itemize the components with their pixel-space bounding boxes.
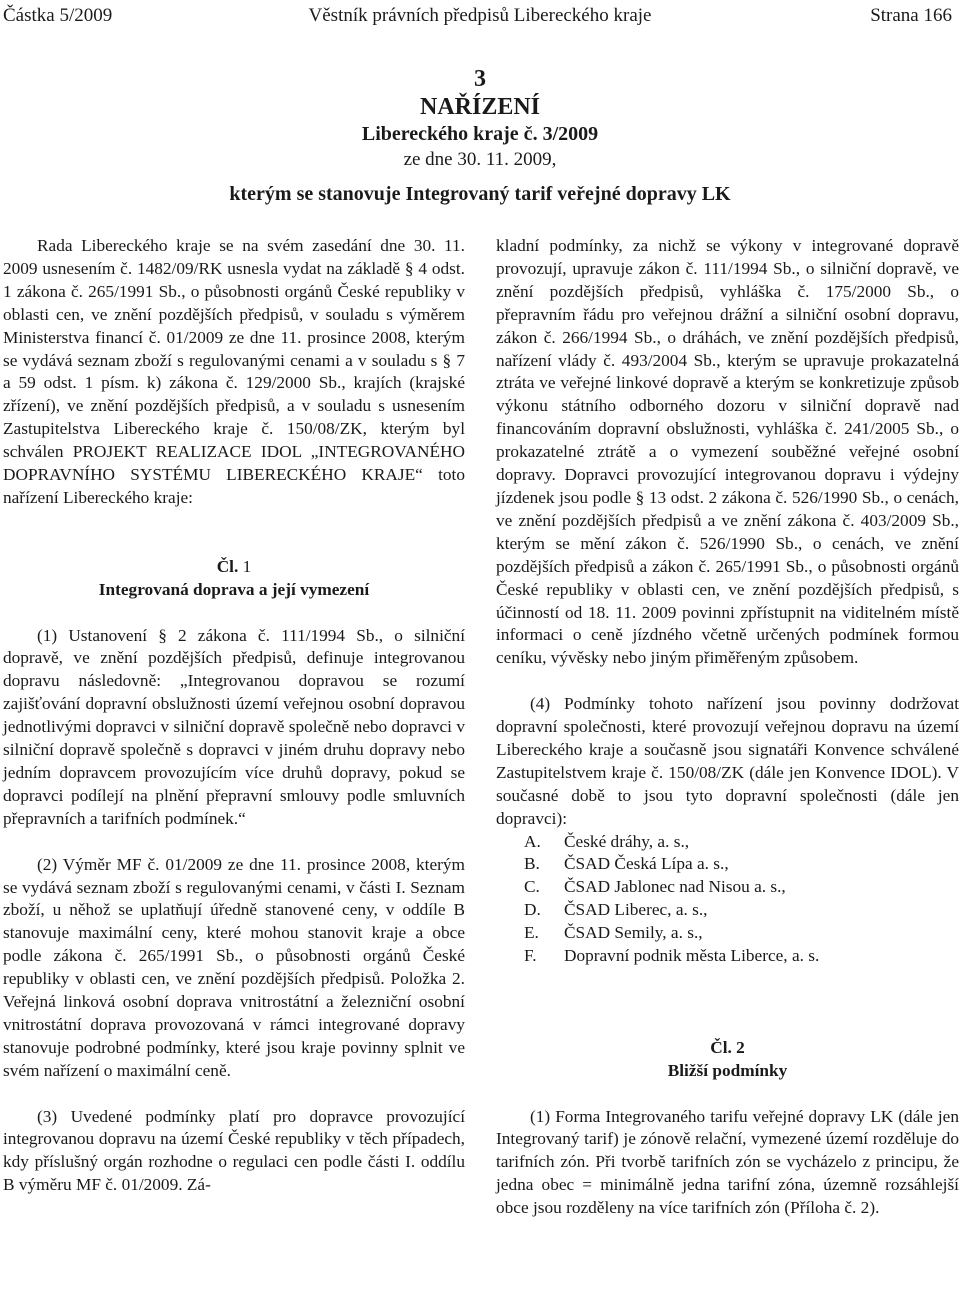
regulation-number: 3	[474, 66, 486, 92]
preamble-paragraph: Rada Libereckého kraje se na svém zasedání dne 30. 11. 2009 usnesením č. 1482/09/RK usnesla vydat na základě § 4 odst. 1 zákona č. 265/1991 Sb., o působnosti orgánů České republiky v oblasti cen, ve znění pozdějších předpisů, v souladu s výměrem Ministerstva financí č. 01/2009 ze dne 11. prosince 2008, kterým se vydává seznam zboží s regulovanými cenami a v souladu s § 7 a 59 odst. 1 písm. k) zákona č. 129/2000 Sb., krajích (krajské zřízení), ve znění pozdějších předpisů, a v souladu s usnesením Zastupitelstva Libereckého kraje č. 150/08/ZK, kterým byl schválen PROJEKT REALIZACE IDOL „INTEGROVANÉHO DOPRAVNÍHO SYSTÉMU LIBERECKÉHO KRAJE“ toto nařízení Libereckého kraje:	[3, 236, 465, 507]
list-item-name: ČSAD Jablonec nad Nisou a. s.,	[564, 877, 786, 897]
page-number: Strana 166	[870, 5, 952, 26]
list-item-name: ČSAD Liberec, a. s.,	[564, 900, 708, 920]
list-item-letter: A.	[524, 831, 541, 851]
list-item	[496, 945, 959, 968]
issue-number: Částka 5/2009	[3, 5, 113, 26]
list-item-name: Dopravní podnik města Liberce, a. s.	[564, 946, 820, 966]
list-item-letter: D.	[524, 900, 541, 920]
article-1-title: Integrovaná doprava a její vymezení	[98, 579, 370, 599]
list-item	[496, 876, 959, 899]
article-1-paragraph-3: (3) Uvedené podmínky platí pro dopravce provozující integrovanou dopravu na území České republiky v těch případech, kdy příslušný orgán rozhodne o regulaci cen podle části I. oddílu B výměru MF č. 01/2009. Zá-	[3, 1106, 465, 1195]
list-item-name: ČSAD Česká Lípa a. s.,	[564, 854, 729, 874]
left-column	[3, 235, 465, 1197]
article-1-paragraph-3-continued: kladní podmínky, za nichž se výkony v integrované dopravě provozují, upravuje zákon č. 111/1994 Sb., o silniční dopravě, ve znění pozdějších předpisů, vyhláška č. 175/2000 Sb., o přepravním řádu pro veřejnou drážní a silniční osobní dopravu, zákon č. 266/1994 Sb., o dráhách, ve znění pozdějších předpisů, nařízení vlády č. 493/2004 Sb., kterým se upravuje prokazatelná ztráta ve veřejné linkové dopravě a kterým se konkretizuje způsob výkonu státního odborného dozoru v silniční dopravě nad financováním dopravní obslužnosti, vyhláška č. 241/2005 Sb., o prokazatelné ztrátě a o vymezení souběžné veřejné osobní dopravy. Dopravci provozující integrovanou dopravu i výdejny jízdenek jsou podle § 13 odst. 2 zákona č. 526/1990 Sb., o cenách, ve znění pozdějších předpisů a ve znění zákona č. 403/2009 Sb., kterým se mění zákon č. 526/1990 Sb., o cenách, ve znění pozdějších předpisů a zákon č. 265/1991 Sb., o působnosti orgánů České republiky v oblasti cen, ve znění pozdějších předpisů, s účinností od 18. 11. 2009 povinni zpřístupnit na viditelném místě informaci o ceně jízdného včetně určených podmínek formou ceníku, vývěsky nebo jiným přiměřeným způsobem.	[496, 236, 959, 668]
list-item-letter: B.	[524, 854, 540, 874]
article-2-paragraph-1: (1) Forma Integrovaného tarifu veřejné dopravy LK (dále jen Integrovaný tarif) je zónově relační, vymezené území rozděluje do tarifních zón. Při tvorbě tarifních zón se vycházelo z principu, že jedna obec = minimálně jedna tarifní zóna, územně rozsáhlejší obce jsou rozděleny na více tarifních zón (Příloha č. 2).	[496, 1106, 959, 1218]
article-2-label: Čl. 2	[710, 1037, 745, 1057]
list-item	[496, 922, 959, 945]
regulation-title	[0, 66, 960, 207]
article-1-paragraph-4: (4) Podmínky tohoto nařízení jsou povinny dodržovat dopravní společnosti, které provozují veřejnou dopravu na území Libereckého kraje a současně jsou signatáři Konvence schválené Zastupitelstvem kraje č. 150/08/ZK (dále jen Konvence IDOL). V současné době to jsou tyto dopravní společnosti (dále jen dopravci):	[496, 694, 959, 828]
list-item	[496, 831, 959, 854]
regulation-kind: NAŘÍZENÍ	[419, 94, 541, 120]
carrier-list	[496, 831, 959, 968]
regulation-subject: kterým se stanovuje Integrovaný tarif veřejné dopravy LK	[229, 183, 731, 205]
list-item-letter: C.	[524, 877, 540, 897]
list-item-letter: E.	[524, 923, 539, 943]
page-header	[0, 5, 960, 29]
article-1-paragraph-1: (1) Ustanovení § 2 zákona č. 111/1994 Sb., o silniční dopravě, ve znění pozdějších předpisů, definuje integrovanou dopravu následovně: „Integrovanou dopravou se rozumí zajišťování dopravní obslužnosti území veřejnou osobní dopravou jednotlivými dopravci v silniční dopravě společně nebo dopravci v silniční dopravě společně s dopravci v jiném druhu dopravy nebo jedním dopravcem provozujícím více druhů dopravy, pokud se dopravci podílejí na plnění přepravní smlouvy podle smluvních přepravních a tarifních podmínek.“	[3, 625, 465, 828]
regulation-date: ze dne 30. 11. 2009,	[403, 149, 557, 170]
journal-title: Věstník právních předpisů Libereckého kraje	[308, 5, 652, 26]
right-column	[496, 235, 959, 1220]
article-2-title: Bližší podmínky	[667, 1060, 788, 1080]
list-item-name: České dráhy, a. s.,	[564, 831, 690, 851]
regulation-issuer: Libereckého kraje č. 3/2009	[361, 123, 599, 145]
article-1-heading	[3, 556, 465, 579]
list-item-letter: F.	[524, 946, 537, 966]
list-item	[496, 899, 959, 922]
article-1-number: 1	[242, 556, 252, 576]
article-1-paragraph-2: (2) Výměr MF č. 01/2009 ze dne 11. prosince 2008, kterým se vydává seznam zboží s regulovanými cenami, v části I. Seznam zboží, u něhož se uplatňují úředně stanovené ceny, v oddíle B stanovuje maximální ceny, které mohou stanovit kraje a obce podle zákona č. 265/1991 Sb., o působnosti orgánů České republiky v oblasti cen, ve znění pozdějších předpisů. Položka 2. Veřejná linková osobní doprava vnitrostátní a železniční osobní vnitrostátní doprava provozovaná v rámci integrované dopravy stanovuje podrobné podmínky, které jsou kraje povinny splnit ve svém nařízení o maximální ceně.	[3, 854, 465, 1080]
list-item	[496, 853, 959, 876]
list-item-name: ČSAD Semily, a. s.,	[564, 923, 703, 943]
article-1-label: Čl.	[216, 556, 239, 576]
